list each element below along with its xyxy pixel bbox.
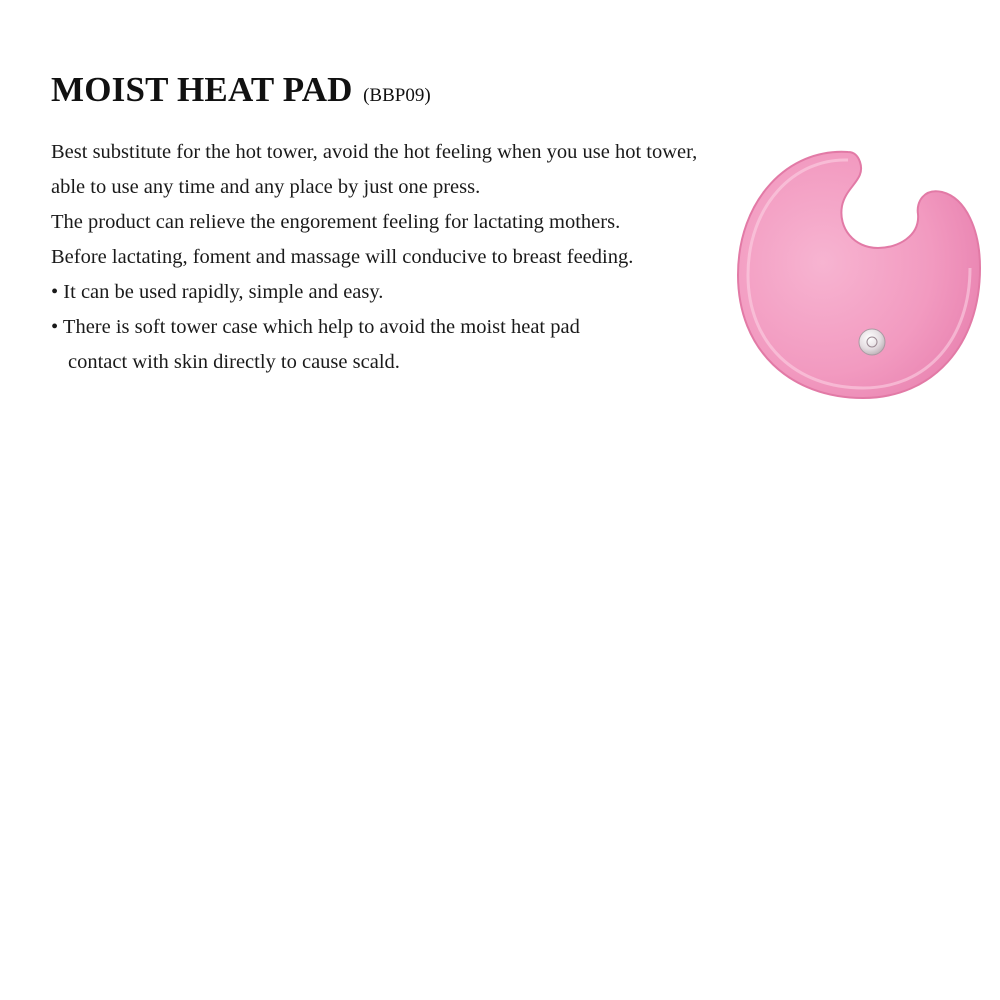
description-line: able to use any time and any place by just one press. — [51, 176, 481, 198]
description-line: Before lactating, foment and massage will conducive to breast feeding. — [51, 246, 634, 268]
moist-heat-pad-image — [728, 140, 990, 410]
activation-disc-icon — [859, 329, 885, 355]
description-line: Best substitute for the hot tower, avoid the hot feeling when you use hot tower, — [51, 141, 698, 163]
pad-body — [738, 152, 980, 398]
product-code: (BBP09) — [363, 85, 431, 106]
description-line: The product can relieve the engorement feeling for lactating mothers. — [51, 211, 621, 233]
product-description — [51, 135, 771, 380]
product-title-row — [51, 70, 431, 110]
feature-bullet: • There is soft tower case which help to avoid the moist heat pad — [51, 316, 580, 338]
feature-bullet: • It can be used rapidly, simple and easy. — [51, 281, 384, 303]
product-title: MOIST HEAT PAD — [51, 70, 353, 109]
feature-bullet-continuation: contact with skin directly to cause scald. — [68, 351, 400, 373]
